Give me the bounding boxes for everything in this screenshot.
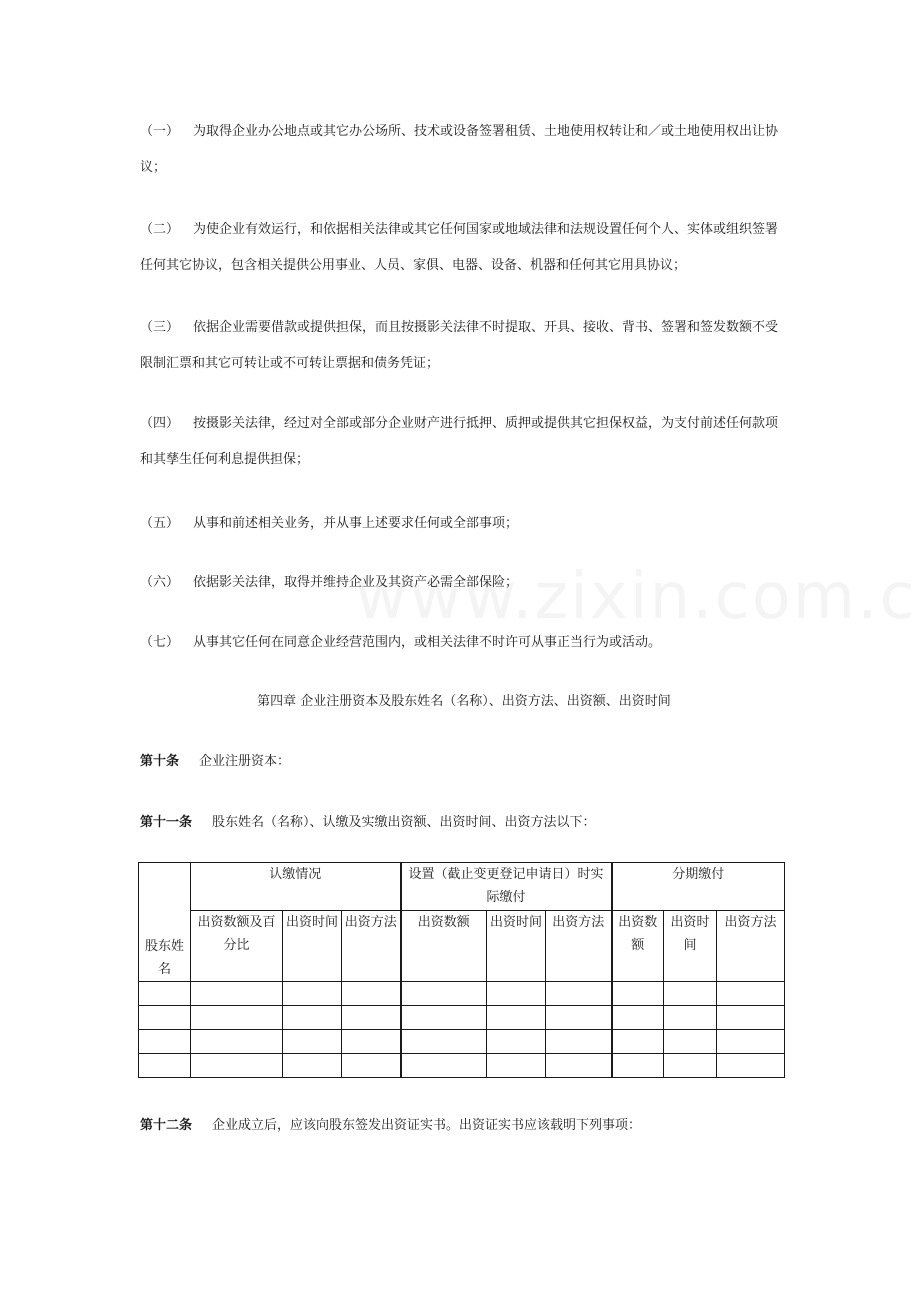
table-cell [401,1054,487,1078]
table-cell [546,1030,612,1054]
clause-4 [140,406,788,478]
subheader-cell: 出资时间 [664,911,717,982]
table-cell [487,1054,546,1078]
subheader-cell: 出资时间 [487,911,546,982]
clause-3 [140,310,788,382]
table-cell [342,1030,401,1054]
table-cell [139,1030,191,1054]
table-cell [487,982,546,1006]
article-11 [140,813,788,833]
table-cell [139,1054,191,1078]
article-label: 第十条 [140,754,180,769]
table-cell [664,1030,717,1054]
table-cell [717,1006,785,1030]
table-cell [191,982,283,1006]
table-header-row [139,863,785,911]
clause-text: 依据企业需要借款或提供担保，而且按摄影关法律不时提取、开具、接收、背书、签署和签发数额不受限制汇票和其它可转让或不可转让票据和债务凭证； [140,320,779,371]
table-cell [283,1006,342,1030]
subheader-cell: 出资数额 [612,911,664,982]
table-cell [139,982,191,1006]
table-cell [717,1054,785,1078]
clause-6 [140,573,788,593]
article-label: 第十二条 [140,1118,193,1133]
table-cell [283,1054,342,1078]
table-row [139,1006,785,1030]
table-cell [401,1030,487,1054]
article-10 [140,752,788,772]
header-subscribed: 认缴情况 [191,863,401,911]
table-row [139,1030,785,1054]
table-cell [283,982,342,1006]
table-cell [546,982,612,1006]
clause-5 [140,514,788,534]
table-cell [487,1006,546,1030]
table-cell [717,982,785,1006]
clause-7 [140,633,788,653]
clause-number: （五） [140,516,180,531]
clause-text: 从事其它任何在同意企业经营范围内，或相关法律不时许可从事正当行为或活动。 [193,635,662,650]
article-text: 企业成立后，应该向股东签发出资证实书。出资证实书应该载明下列事项： [212,1118,642,1133]
table-cell [664,1054,717,1078]
table-cell [664,1006,717,1030]
clause-text: 为使企业有效运行，和依据相关法律或其它任何国家或地域法律和法规设置任何个人、实体或组织签署任何其它协议，包含相关提供公用事业、人员、家俱、电器、设备、机器和任何其它用具协议； [140,222,779,273]
subheader-cell: 出资方法 [717,911,785,982]
clause-1 [140,114,788,186]
subheader-cell: 出资方法 [546,911,612,982]
table-row [139,982,785,1006]
capital-contribution-table [138,862,785,1078]
table-row [139,1054,785,1078]
chapter-title: 第四章 企业注册资本及股东姓名（名称）、出资方法、出资额、出资时间 [257,694,671,709]
table-cell [342,1054,401,1078]
table-cell [139,1006,191,1030]
table-cell [401,1006,487,1030]
table-cell [191,1054,283,1078]
header-installment: 分期缴付 [612,863,785,911]
header-shareholder-name: 股东姓名 [139,863,191,982]
subheader-cell: 出资数额 [401,911,487,982]
table-cell [612,982,664,1006]
clause-text: 依据影关法律，取得并维持企业及其资产必需全部保险； [193,575,519,590]
article-text: 企业注册资本： [199,754,291,769]
clause-number: （一） [140,124,180,139]
table-cell [342,1006,401,1030]
table-cell [546,1006,612,1030]
table-cell [342,982,401,1006]
table-cell [664,982,717,1006]
subheader-cell: 出资方法 [342,911,401,982]
article-text: 股东姓名（名称）、认缴及实缴出资额、出资时间、出资方法以下： [212,815,596,830]
clause-2 [140,212,788,284]
clause-text: 从事和前述相关业务，并从事上述要求任何或全部事项； [193,516,519,531]
clause-number: （四） [140,416,180,431]
clause-number: （六） [140,575,180,590]
table-cell [612,1006,664,1030]
header-paid: 设置（截止变更登记申请日）时实际缴付 [401,863,612,911]
table-cell [612,1030,664,1054]
table-cell [612,1054,664,1078]
clause-number: （二） [140,222,180,237]
subheader-cell: 出资数额及百分比 [191,911,283,982]
table-cell [283,1030,342,1054]
article-12 [140,1116,788,1136]
table-subheader-row [139,911,785,982]
table-cell [191,1030,283,1054]
clause-number: （三） [140,320,180,335]
table-cell [191,1006,283,1030]
table-cell [546,1054,612,1078]
table-cell [717,1030,785,1054]
table-cell [401,982,487,1006]
clause-text: 按摄影关法律，经过对全部或部分企业财产进行抵押、质押或提供其它担保权益，为支付前述任何款项和其孳生任何利息提供担保； [140,416,779,467]
clause-number: （七） [140,635,180,650]
clause-text: 为取得企业办公地点或其它办公场所、技术或设备签署租赁、土地使用权转让和／或土地使用权出让协议； [140,124,779,175]
subheader-cell: 出资时间 [283,911,342,982]
article-label: 第十一条 [140,815,193,830]
watermark [355,560,920,634]
table-cell [487,1030,546,1054]
